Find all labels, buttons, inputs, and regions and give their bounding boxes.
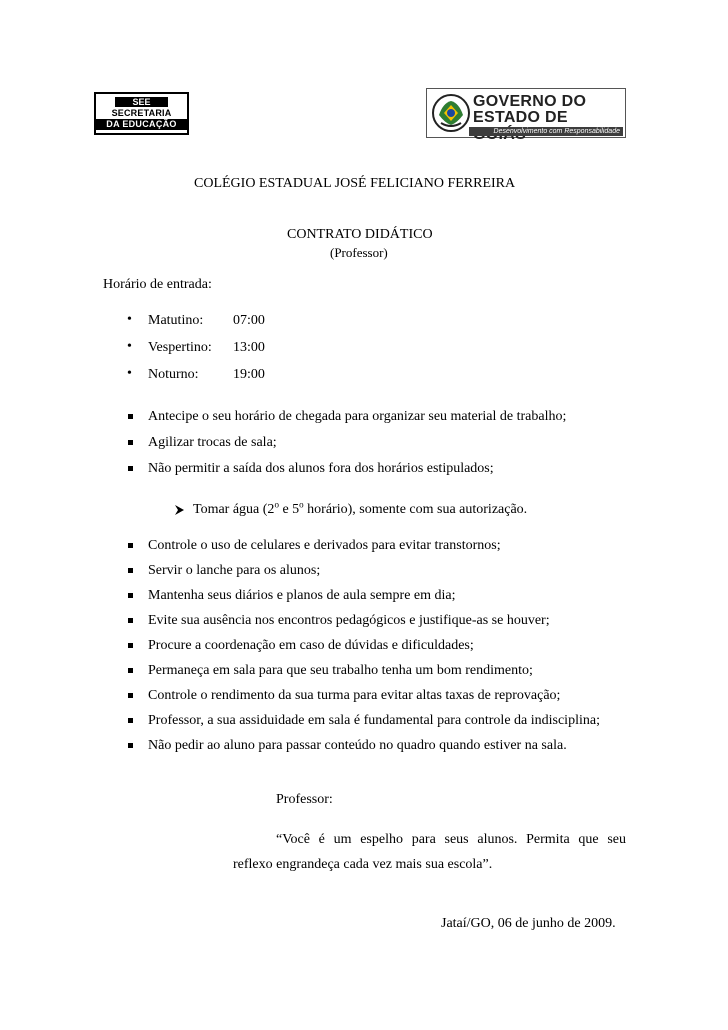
sub-rule-text (193, 499, 528, 518)
see-logo-line2: SECRETARIA (111, 108, 172, 118)
sub-rule-prefix: Tomar água (2 (193, 502, 275, 517)
see-logo-line3: DA EDUCAÇÃO (96, 119, 187, 130)
signature-date: Jataí/GO, 06 de junho de 2009. (441, 916, 616, 931)
superscript-ordinal: o (299, 499, 304, 510)
superscript-ordinal: o (274, 499, 279, 510)
contract-title: CONTRATO DIDÁTICO (287, 227, 433, 242)
school-title: COLÉGIO ESTADUAL JOSÉ FELICIANO FERREIRA (194, 176, 516, 191)
schedule-time: 07:00 (233, 313, 265, 328)
schedule-period: Vespertino: (148, 340, 212, 355)
rule-text: Evite sua ausência nos encontros pedagógicos e justifique-as se houver; (148, 613, 550, 628)
rule-text: Agilizar trocas de sala; (148, 435, 277, 450)
square-bullet-icon (128, 568, 133, 573)
square-bullet-icon (128, 466, 133, 471)
square-bullet-icon (128, 440, 133, 445)
square-bullet-icon (128, 618, 133, 623)
rule-text: Não permitir a saída dos alunos fora dos horários estipulados; (148, 461, 494, 476)
governo-logo-line2: ESTADO DE (473, 109, 568, 126)
square-bullet-icon (128, 643, 133, 648)
governo-logo-line1: GOVERNO DO (473, 93, 587, 110)
governo-goias-logo (426, 88, 626, 138)
closing-label: Professor: (276, 792, 333, 807)
schedule-time: 19:00 (233, 367, 265, 382)
square-bullet-icon (128, 718, 133, 723)
rule-text: Não pedir ao aluno para passar conteúdo no quadro quando estiver na sala. (148, 738, 567, 753)
schedule-time: 13:00 (233, 340, 265, 355)
schedule-period: Noturno: (148, 367, 199, 382)
sub-rule-middle: e 5 (278, 502, 300, 517)
square-bullet-icon (128, 593, 133, 598)
arrow-bullet-icon (175, 505, 184, 515)
sub-rule-suffix: horário), somente com sua autorização. (303, 502, 528, 517)
bullet-dot-icon: • (127, 366, 132, 381)
rule-text: Procure a coordenação em caso de dúvidas e dificuldades; (148, 638, 474, 653)
quote-line-1: “Você é um espelho para seus alunos. Permita que seu (276, 832, 626, 847)
square-bullet-icon (128, 414, 133, 419)
see-logo (94, 92, 189, 135)
rule-text: Professor, a sua assiduidade em sala é fundamental para controle da indisciplina; (148, 713, 600, 728)
schedule-period: Matutino: (148, 313, 204, 328)
governo-logo-tagline: Desenvolvimento com Responsabilidade (469, 127, 623, 136)
rule-text: Permaneça em sala para que seu trabalho tenha um bom rendimento; (148, 663, 533, 678)
see-logo-line1: SEE (115, 97, 168, 107)
contract-subtitle: (Professor) (330, 245, 388, 260)
quote-line-2: reflexo engrandeça cada vez mais sua escola”. (233, 857, 493, 872)
bullet-dot-icon: • (127, 339, 132, 354)
square-bullet-icon (128, 693, 133, 698)
goias-emblem-icon (431, 93, 471, 133)
square-bullet-icon (128, 668, 133, 673)
rule-text: Antecipe o seu horário de chegada para organizar seu material de trabalho; (148, 409, 567, 424)
square-bullet-icon (128, 543, 133, 548)
schedule-heading: Horário de entrada: (103, 277, 212, 292)
bullet-dot-icon: • (127, 312, 132, 327)
rule-text: Controle o rendimento da sua turma para evitar altas taxas de reprovação; (148, 688, 561, 703)
square-bullet-icon (128, 743, 133, 748)
rule-text: Servir o lanche para os alunos; (148, 563, 321, 578)
rule-text: Controle o uso de celulares e derivados para evitar transtornos; (148, 538, 501, 553)
rule-text: Mantenha seus diários e planos de aula sempre em dia; (148, 588, 456, 603)
